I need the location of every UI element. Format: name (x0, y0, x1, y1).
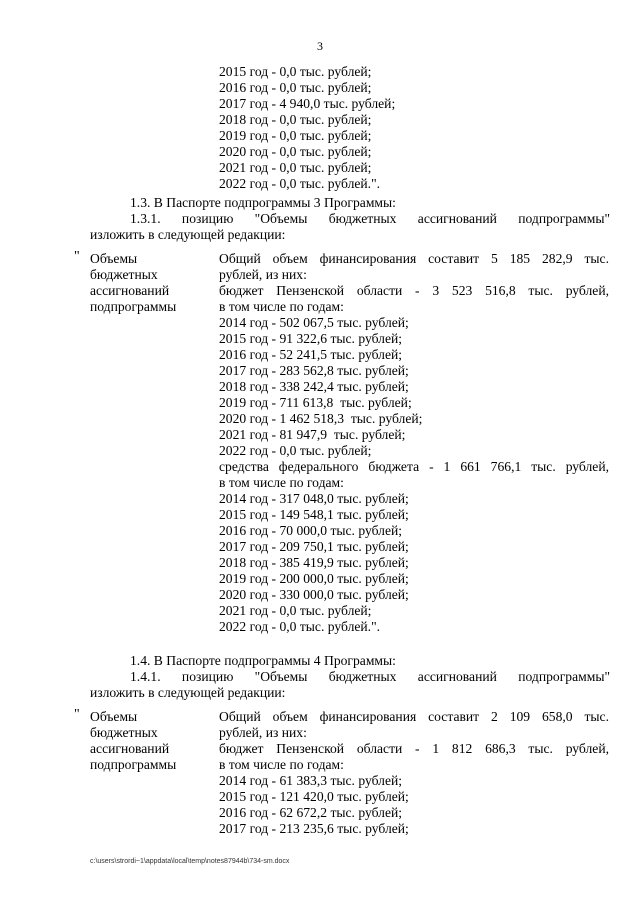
table-value: рублей, из них: (219, 267, 307, 282)
table-label: Объемы (90, 251, 138, 266)
table-label: ассигнований (90, 283, 170, 298)
table-value: 2016 год - 52 241,5 тыс. рублей; (219, 347, 403, 362)
table-value: 2019 год - 200 000,0 тыс. рублей; (219, 571, 409, 586)
table-value: 2022 год - 0,0 тыс. рублей; (219, 443, 372, 458)
table-value: 2020 год - 1 462 518,3 тыс. рублей; (219, 411, 423, 426)
table-label: Объемы (90, 709, 138, 724)
list-item: 2021 год - 0,0 тыс. рублей; (219, 160, 372, 175)
table-value: 2014 год - 502 067,5 тыс. рублей; (219, 315, 409, 330)
list-item: 2020 год - 0,0 тыс. рублей; (219, 144, 372, 159)
table-value: Общий объем финансирования составит 5 185 282,9 тыс. (219, 251, 609, 266)
page-number: 3 (317, 39, 323, 53)
table-value: 2014 год - 61 383,3 тыс. рублей; (219, 773, 403, 788)
table-value: бюджет Пензенской области - 1 812 686,3 тыс. рублей, (219, 741, 609, 756)
section-item-text: 1.3.1. позицию "Объемы бюджетных ассигнований подпрограммы" (130, 211, 610, 226)
table-value: в том числе по годам: (219, 757, 344, 772)
table-label: подпрограммы (90, 299, 177, 314)
table-value: 2017 год - 213 235,6 тыс. рублей; (219, 821, 409, 836)
table-label: ассигнований (90, 741, 170, 756)
list-item: 2022 год - 0,0 тыс. рублей.". (219, 176, 381, 191)
table-value: 2020 год - 330 000,0 тыс. рублей; (219, 587, 409, 602)
table-value: 2017 год - 209 750,1 тыс. рублей; (219, 539, 409, 554)
quote-mark: " (74, 707, 80, 722)
list-item: 2016 год - 0,0 тыс. рублей; (219, 80, 372, 95)
table-value: 2021 год - 0,0 тыс. рублей; (219, 603, 372, 618)
table-value: 2015 год - 91 322,6 тыс. рублей; (219, 331, 403, 346)
table-value: 2018 год - 338 242,4 тыс. рублей; (219, 379, 409, 394)
list-item: 2017 год - 4 940,0 тыс. рублей; (219, 96, 396, 111)
table-value: средства федерального бюджета - 1 661 766,1 тыс. рублей, (219, 459, 609, 474)
table-value: бюджет Пензенской области - 3 523 516,8 тыс. рублей, (219, 283, 609, 298)
table-value: 2015 год - 149 548,1 тыс. рублей; (219, 507, 409, 522)
table-value: 2022 год - 0,0 тыс. рублей.". (219, 619, 381, 634)
table-value: 2016 год - 70 000,0 тыс. рублей; (219, 523, 403, 538)
list-item: 2015 год - 0,0 тыс. рублей; (219, 64, 372, 79)
table-label: бюджетных (90, 267, 158, 282)
section-item-text: изложить в следующей редакции: (90, 685, 286, 700)
table-value: 2018 год - 385 419,9 тыс. рублей; (219, 555, 409, 570)
table-label: бюджетных (90, 725, 158, 740)
table-label: подпрограммы (90, 757, 177, 772)
table-value: рублей, из них: (219, 725, 307, 740)
quote-mark: " (74, 249, 80, 264)
table-value: 2021 год - 81 947,9 тыс. рублей; (219, 427, 406, 442)
table-value: Общий объем финансирования составит 2 109 658,0 тыс. (219, 709, 609, 724)
list-item: 2018 год - 0,0 тыс. рублей; (219, 112, 372, 127)
table-value: 2014 год - 317 048,0 тыс. рублей; (219, 491, 409, 506)
section-heading: 1.3. В Паспорте подпрограммы 3 Программы: (130, 195, 396, 210)
table-value: 2017 год - 283 562,8 тыс. рублей; (219, 363, 409, 378)
table-value: в том числе по годам: (219, 475, 344, 490)
footer-file-path: c:\users\strordi~1\appdata\local\temp\notes87944b\734-sm.docx (90, 858, 290, 865)
table-value: 2015 год - 121 420,0 тыс. рублей; (219, 789, 409, 804)
table-value: в том числе по годам: (219, 299, 344, 314)
section-item-text: изложить в следующей редакции: (90, 227, 286, 242)
section-heading: 1.4. В Паспорте подпрограммы 4 Программы: (130, 653, 396, 668)
table-value: 2019 год - 711 613,8 тыс. рублей; (219, 395, 412, 410)
table-value: 2016 год - 62 672,2 тыс. рублей; (219, 805, 403, 820)
section-item-text: 1.4.1. позицию "Объемы бюджетных ассигнований подпрограммы" (130, 669, 610, 684)
list-item: 2019 год - 0,0 тыс. рублей; (219, 128, 372, 143)
